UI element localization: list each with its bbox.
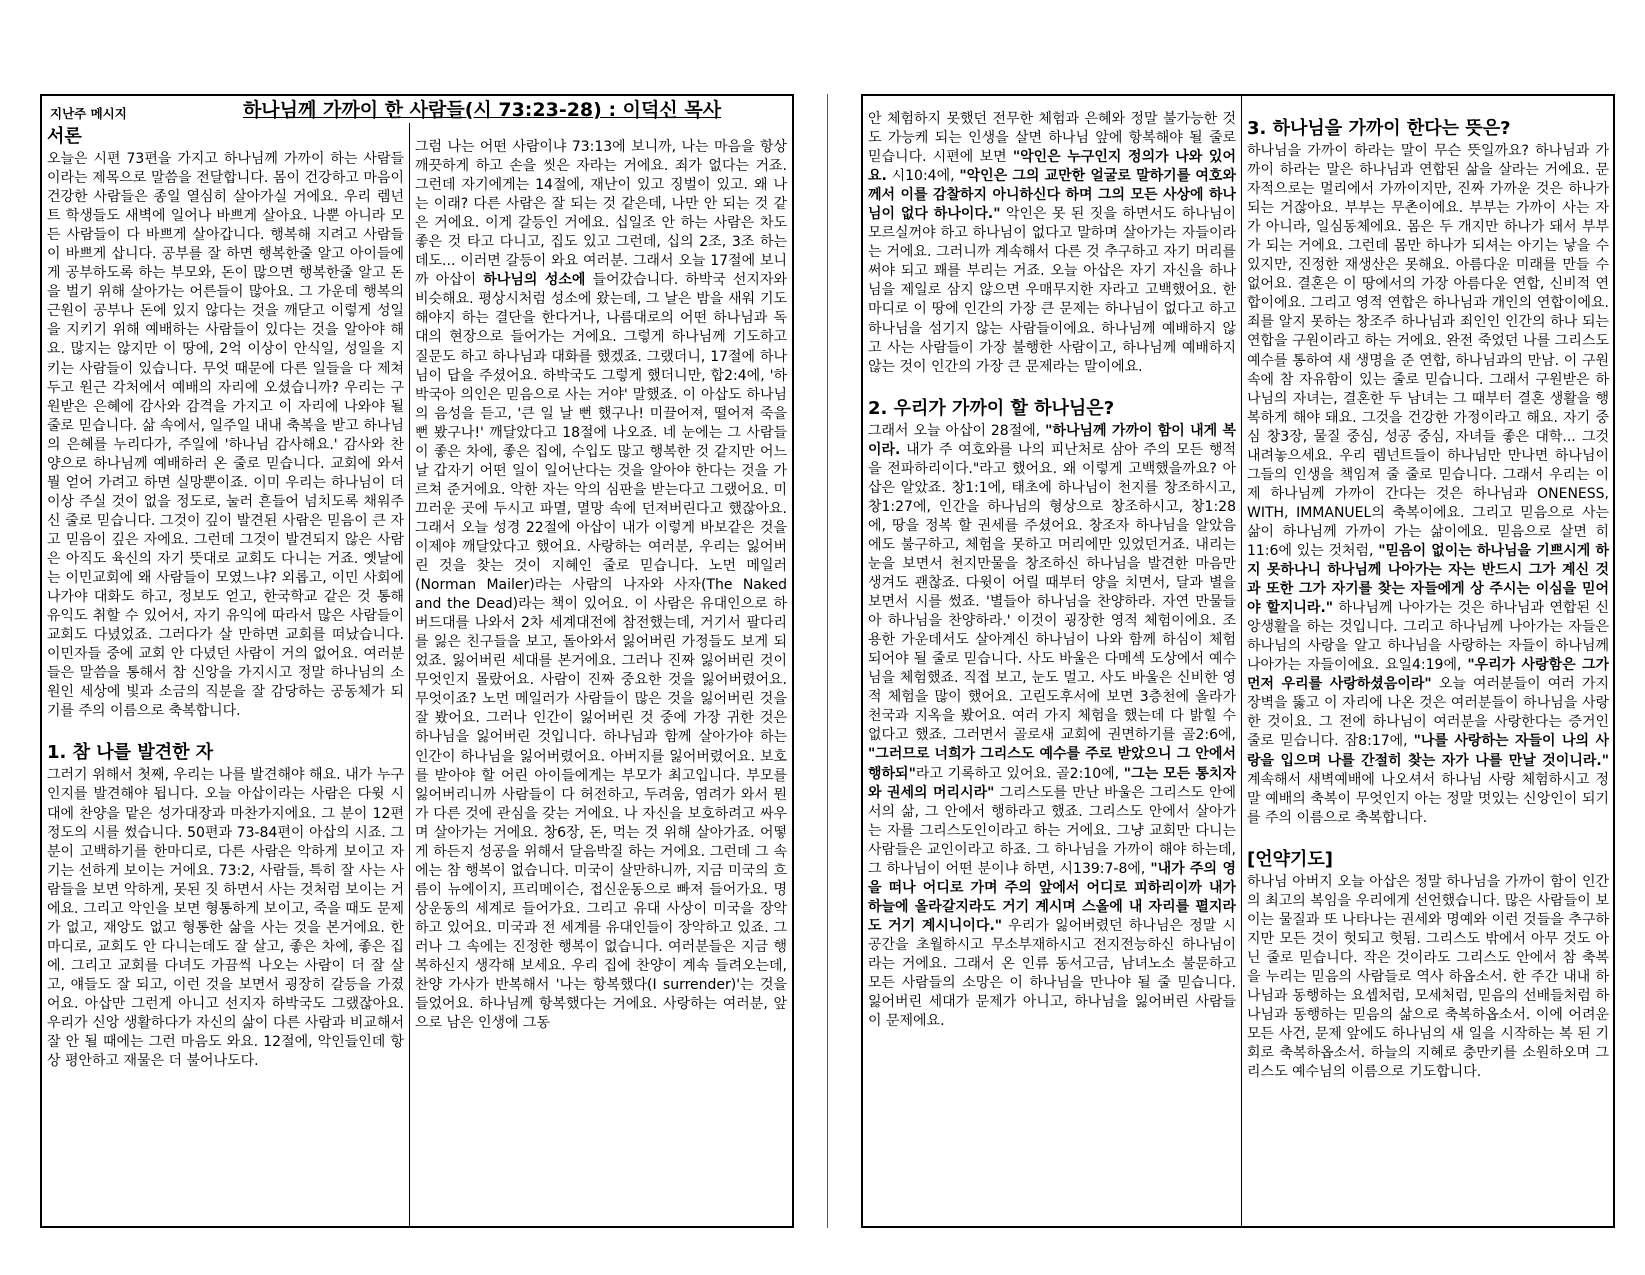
prayer-body: 하나님 아버지 오늘 아삽은 정말 하나님을 가까이 함이 인간의 최고의 복임을 우리에게 선언했습니다. 많은 사람들이 보이는 물질과 또 나타나는 권세와 명예와 이런 것들을 추구하지만 모든 것이 헛되고 헛됨. 그리스도 밖에서 아무 것도 아닌 줄로 믿습니다. 작은 것이라도 그리스도 안에서 참 축복을 누리는 믿음의 사람들로 역사 하옵소서. 한 주간 내내 하나님과 동행하는 요셉처럼, 모세처럼, 믿음의 선배들처럼 하나님과 동행하는 믿음의 삶으로 축복하옵소서. 이에 어려운 모든 사건, 문제 앞에도 하나님의 새 일을 시작하는 복 된 기회로 축복하옵소서. 하늘의 지혜로 충만키를 소원하오며 그리스도 예수님의 이름으로 기도합니다. [1247,873,1609,1081]
section-title-1: 1. 참 나를 발견한 자 [47,742,214,764]
page-gutter [827,94,828,1228]
section-title-3: 3. 하나님을 가까이 한다는 뜻은? [1247,118,1511,139]
header-label: 지난주 메시지 [50,106,127,121]
right-page [861,94,1615,1228]
column-divider [1241,96,1242,1226]
left-column-1 [47,124,404,1226]
right-column-1 [868,110,1236,1226]
column-divider [409,123,410,1226]
section-title-2: 2. 우리가 가까이 할 하나님은? [868,397,1115,419]
section-body-1-end: 안 체험하지 못했던 전무한 체험과 은혜와 정말 불가능한 것도 가능케 되는 인생을 살면 하나님 앞에 항복해야 될 줄로 믿습니다. 시편에 보면 "악인은 누구인지 정의가 나와 있어요. 시10:4에, "악인은 그의 교만한 얼굴로 말하기를 여호와께서 이를 감찰하지 아니하신다 하며 그의 모든 사상에 하나님이 없다 하나이다." 악인은 못 된 짓을 하면서도 하나님이 모르실꺼야 하고 하나님이 없다고 말하며 살아가는 자들이라는 거에요. 그러니까 계속해서 다른 것 추구하고 자기 머리를 써야 되고 꽤를 부리는 거죠. 오늘 아삽은 자기 자신을 하나님을 제일로 삼지 않으면 우매무지한 자라고 고백했어요. 한 마디로 이 땅에 인간의 가장 큰 문제는 하나님이 없다고 하고 하나님을 섬기지 않는 사람들이에요. 하나님께 예배하지 않고 사는 사람들이 가장 불행한 사람이고, 하나님께 예배하지 않는 것이 인간의 가장 큰 문제라는 말이에요. [868,111,1236,375]
section-body-1: 그러기 위해서 첫째, 우리는 나를 발견해야 해요. 내가 누구인지를 발견해야 됩니다. 오늘 아삽이라는 사람은 다윗 시대에 찬양을 맡은 성가대장과 마찬가지에요. 그 분이 12편 정도의 시를 썼습니다. 50편과 73-84편이 아삽의 시죠. 그 분이 고백하기를 한마디로, 다른 사람은 악하게 보이고 자기는 선하게 보이는 거에요. 73:2, 사람들, 특히 잘 사는 사람들을 보면 악하게, 못된 짓 하면서 사는 것처럼 보이는 거에요. 그리고 악인을 보면 형통하게 보이고, 죽을 때도 문제가 없고, 재앙도 없고 형통한 삶을 사는 것을 본거에요. 한마디로, 교회도 안 다니는데도 잘 살고, 좋은 차에, 좋은 집에. 그리고 교회를 다녀도 가끔씩 나오는 사람이 더 잘 살고, 얘들도 잘 되고, 이런 것을 보면서 굉장히 갈등을 가졌어요. 아삽만 그런게 아니고 선지자 하박국도 그랬잖아요. 우리가 신앙 생활하다가 자신의 삶이 다른 사람과 비교해서 잘 안 될 때에는 그런 마음도 와요. 12절에, 악인들인데 항상 평안하고 재물은 더 불어나도다. [47,767,404,1070]
left-column-2 [415,138,787,1226]
section-body-2: 그래서 오늘 아삽이 28절에, "하나님께 가까이 함이 내게 복이라. 내가 주 여호와를 나의 피난처로 삼아 주의 모든 행적을 전파하리이다."라고 했어요. 왜 이렇게 고백했을까요? 아삽은 알았죠. 창1:1에, 태초에 하나님이 천지를 창조하시고, 창1:27에, 인간을 하나님의 형상으로 창조하시고, 창1:28에, 땅을 정복 할 권세를 주셨어요. 창조자 하나님을 알았음에도 불구하고, 체험을 못하고 머리에만 있었던거죠. 내리는 눈을 보면서 천지만물을 창조하신 하나님을 발견한 마음만 생겨도 괜찮죠. 다윗이 어릴 때부터 양을 치면서, 달과 별을 보면서 시를 썼죠. '별들아 하나님을 찬양하라. 자연 만물들아 하나님을 찬양하라.' 이것이 굉장한 영적 체험이에요. 조용한 가운데서도 살아계신 하나님이 나와 함께 하심이 체험되어야 될 줄로 믿습니다. 사도 바울은 다메섹 도상에서 예수님을 체험했죠. 직접 보고, 눈도 멀고. 사도 바울은 신비한 영적 체험을 많이 했어요. 고린도후서에 보면 3층천에 올라가 천국과 지옥을 봤어요. 여러 가지 체험을 했는데 다 밝힐 수 없다고 했죠. 그러면서 골로새 교회에 권면하기를 골2:6에, "그러므로 너희가 그리스도 예수를 주로 받았으니 그 안에서 행하되"라고 기록하고 있어요. 골2:10에, "그는 모든 통치자와 권세의 머리시라" 그리스도를 만난 바울은 그리스도 안에서의 삶, 그 안에서 행하라고 했죠. 그리스도 안에서 살아가는 자를 그리스도인이라고 하는 거에요. 그냥 교회만 다니는 사람들은 교인이라고 하죠. 그 하나님을 가까이 해야 하는데, 그 하나님이 어떤 분이냐 하면, 시139:7-8에, "내가 주의 영을 떠나 어디로 가며 주의 앞에서 어디로 피하리이까 내가 하늘에 올라갈지라도 거기 계시며 스올에 내 자리를 펼지라도 거기 계시니이다." 우리가 잃어버렸던 하나님은 정말 시공간을 초월하시고 무소부재하시고 전지전능하신 하나님이라는 거에요. 그래서 온 인류 동서고금, 남녀노소 불문하고 모든 사람들의 소망은 이 하나님을 만나야 될 줄 믿습니다. 잃어버린 세대가 문제가 아니고, 하나님을 잃어버린 사람들이 문제에요. [868,422,1236,1030]
section-body-1-continued: 그럼 나는 어떤 사람이냐 73:13에 보니까, 나는 마음을 항상 깨끗하게 하고 손을 씻은 자라는 거에요. 죄가 없다는 거죠. 그런데 자기에게는 14절에, 재난이 있고 징벌이 있고. 왜 나는 이래? 다른 사람은 잘 되는 것 같은데, 나만 안 되는 것 같은 거에요. 이게 갈등인 거에요. 십일조 안 하는 사람은 차도 좋은 것 타고 다니고, 집도 있고 그런데, 십의 2조, 3조 하는데도... 이러면 갈등이 와요 여러분. 그래서 오늘 17절에 보니까 아삽이 하나님의 성소에 들어갔습니다. 하박국 선지자와 비슷해요. 평상시처럼 성소에 왔는데, 그 날은 밤을 새워 기도해야지 하는 결단을 한다거나, 나름대로의 어떤 하나님과 독대의 현장으로 들어가는 거에요. 그렇게 하나님께 기도하고 질문도 하고 하나님과 대화를 했겠죠. 그랬더니, 17절에 하나님이 답을 주셨어요. 하박국도 그렇게 했더니만, 합2:4에, '하박국아 의인은 믿음으로 사는 거야' 말했죠. 이 아삽도 하나님의 음성을 듣고, '큰 일 날 뻔 했구나! 미끌어져, 떨어져 죽을 뻔 봤구나!' 깨달았다고 18절에 나오죠. 네 눈에는 그 사람들이 좋은 차에, 좋은 집에, 수입도 많고 행복한 것 같지만 어느 날 갑자기 어떤 일이 일어난다는 것을 알아야 한다는 것을 가르쳐 준거에요. 악한 자는 악의 심판을 받는다고 그랬어요. 미끄러운 곳에 두시고 파멸, 멸망 속에 던져버린다고 했잖아요. 그래서 오늘 성경 22절에 아삽이 내가 이렇게 바보같은 것을 이제야 깨달았다고 했어요. 사랑하는 여러분, 우리는 잃어버린 것을 찾는 것이 지혜인 줄로 믿습니다. 노먼 메일러(Norman Mailer)라는 사람의 나자와 사자(The Naked and the Dead)라는 책이 있어요. 이 사람은 유대인으로 하버드대를 나와서 2차 세계대전에 참전했는데, 거기서 팔다리를 잃은 친구들을 보고, 돌아와서 잃어버린 가정들도 보게 되었죠. 잃어버린 세대를 본거에요. 그러나 진짜 잃어버린 것이 무엇인지 몰랐어요. 사람이 진짜 중요한 것을 잃어버렸어요. 무엇이죠? 노먼 메일러가 사람들이 많은 것을 잃어버린 것을 잘 봤어요. 그러나 인간이 잃어버린 것 중에 가장 귀한 것은 하나님을 잃어버린 것입니다. 하나님과 함께 살아가야 하는 인간이 하나님을 잃어버렸어요. 아버지를 잃어버렸어요. 보호를 받아야 할 어린 아이들에게는 부모가 최고입니다. 부모를 잃어버리니까 사람들이 다 허전하고, 두려움, 염려가 와서 뭔가 다른 것에 관심을 갖는 거에요. 나 자신을 보호하려고 싸우며 살아가는 거에요. 창6장, 돈, 먹는 것 위해 살아가죠. 어떻게 하든지 성공을 위해서 달음박질 하는 거에요. 그런데 그 속에는 참 행복이 없습니다. 미국이 살만하니까, 지금 미국의 흐름이 뉴에이지, 프리메이슨, 접신운동으로 빠져 들어가요. 명상운동의 세계로 들어가요. 그리고 유대 사상이 미국을 장악하고 있어요. 미국과 전 세계를 유대인들이 장악하고 있죠. 그러나 그 속에는 진정한 행복이 없습니다. 여러분들은 지금 행복하신지 생각해 보세요. 우리 집에 찬양이 계속 들려오는데, 찬양 가사가 반복해서 '나는 항복했다(I surrender)'는 것을 들었어요. 하나님께 항복했다는 거에요. 사랑하는 여러분, 앞으로 남은 인생에 그동 [415,139,787,1032]
prayer-title: [언약기도] [1247,848,1334,870]
section-title-intro: 서론 [47,126,82,147]
sermon-title: 하나님께 가까이 한 사람들(시 73:23-28) : 이덕신 목사 [242,99,722,121]
right-column-2 [1247,116,1609,1226]
left-page [40,94,794,1228]
section-body-3: 하나님을 가까이 하라는 말이 무슨 뜻일까요? 하나님과 가까이 하라는 말은 하나님과 연합된 삶을 살라는 거에요. 문자적으로는 멀리에서 가까이지만, 진짜 가까운 것은 하나가 되는 거잖아요. 부부는 무촌이에요. 부부는 가까이 사는 자가 아니라, 일심동체에요. 몸은 두 개지만 하나가 돼서 부부가 되는 거에요. 그런데 몸만 하나가 되셔는 아기는 낳을 수 있지만, 진정한 재생산은 못해요. 아름다운 미래를 만들 수 없어요. 결혼은 이 땅에서의 가장 아름다운 연합, 신비적 연합이에요. 그리고 영적 연합은 하나님과 개인의 연합이에요. 죄를 알지 못하는 창조주 하나님과 죄인인 인간의 하나 되는 연합을 구원이라고 하는 거에요. 완전 죽었던 나를 그리스도 예수를 통하여 새 생명을 준 연합, 하나님과의 만남. 이 구원 속에 참 자유함이 있는 줄로 믿습니다. 그래서 구원받은 하나님의 자녀는, 결혼한 두 남녀는 그 때부터 결혼 생활을 행복하게 해야 돼요. 그것을 건강한 가정이라고 해요. 자기 중심 창3장, 물질 중심, 성공 중심, 자녀들 좋은 대학... 그것 내려놓으세요. 우리 렘넌트들이 하나님만 만나면 하나님이 그들의 인생을 책임져 줄 줄로 믿습니다. 그래서 우리는 이제 하나님께 가까이 간다는 것은 하나님과 ONENESS, WITH, IMMANUEL의 축복이에요. 그리고 믿음으로 사는 삶이 하나님께 가까이 가는 삶이에요. 믿음으로 살면 히11:6에 있는 것처럼, "믿음이 없이는 하나님을 기쁘시게 하지 못하나니 하나님께 나아가는 자는 반드시 그가 계신 것과 또한 그가 자기를 찾는 자들에게 상 주시는 이심을 믿어야 할지니라." 하나님께 나아가는 것은 하나님과 연합된 신앙생활을 하는 것입니다. 그리고 하나님께 나아가는 자들은 하나님의 사랑을 알고 하나님을 사랑하는 자들이 하나님께 나아가는 자들이에요. 요일4:19에, "우리가 사랑함은 그가 먼저 우리를 사랑하셨음이라" 오늘 여러분들이 여러 가지 장벽을 뚫고 이 자리에 나온 것은 여러분들이 하나님을 사랑한 것이요. 그 전에 하나님이 여러분을 사랑한다는 증거인 줄로 믿습니다. 잠8:17에, "나를 사랑하는 자들이 나의 사랑을 입으며 나를 간절히 찾는 자가 나를 만날 것이니라." 계속해서 새벽예배에 나오셔서 하나님 사랑 체험하시고 정말 예배의 축복이 무엇인지 아는 정말 멋있는 신앙인이 되기를 주의 이름으로 축복합니다. [1247,143,1609,826]
section-body-intro: 오늘은 시편 73편을 가지고 하나님께 가까이 하는 사람들이라는 제목으로 말씀을 전달합니다. 몸이 건강하고 마음이 건강한 사람들은 종일 열심히 살아가실 거에요. 우리 렘넌트 학생들도 새벽에 일어나 바쁘게 살아요. 나뿐 아니라 모든 사람들이 다 바쁘게 살아갑니다. 행복해 지려고 사람들이 바쁘게 삽니다. 공부를 잘 하면 행복한줄 알고 아이들에게 공부하도록 하는 부모와, 돈이 많으면 행복한줄 알고 돈을 벌기 위해 살아가는 어른들이 많아요. 그 가운데 행복의 근원이 공부나 돈에 있지 않다는 것을 깨닫고 이렇게 성일을 지키기 위해 예배하는 사람들이 있다는 것을 알아야 해요. 많지는 않지만 이 땅에, 2억 이상이 안식일, 성일을 지키는 사람들이 있습니다. 무엇 때문에 다른 일들을 다 제쳐두고 원근 각처에서 예배의 자리에 오셨습니까? 우리는 구원받은 은혜에 감사와 감격을 가지고 이 자리에 나와야 될 줄로 믿습니다. 삶 속에서, 일주일 내내 축복을 받고 하나님의 은혜를 누리다가, 주일에 '하나님 감사해요.' 감사와 찬양으로 하나님께 예배하러 온 줄로 믿습니다. 교회에 와서 뭘 얻어 가려고 하면 실망뿐이죠. 이미 우리는 하나님이 더 이상 주실 것이 없을 정도로, 눌러 흔들어 넘치도록 채워주신 줄로 믿습니다. 그것이 깊이 발견된 사람은 믿음이 큰 자고 믿음이 깊은 자에요. 그런데 그것이 발견되지 않은 사람은 아직도 육신의 자기 뜻대로 교회도 다니는 거죠. 옛날에는 이민교회에 왜 사람들이 모였느냐? 외롭고, 이민 사회에 나가야 대화도 하고, 정보도 얻고, 한국학교 같은 것 통해 유익도 취할 수 있어서, 자기 유익에 따라서 많은 사람들이 교회도 다녔었죠. 그러다가 살 만하면 교회를 떠났습니다. 이민자들 중에 교회 안 다녔던 사람이 거의 없어요. 여러분들은 말씀을 통해서 참 신앙을 가지시고 정말 하나님의 소원인 세상에 빛과 소금의 직분을 잘 감당하는 공동체가 되기를 주의 이름으로 축복합니다. [47,151,404,720]
